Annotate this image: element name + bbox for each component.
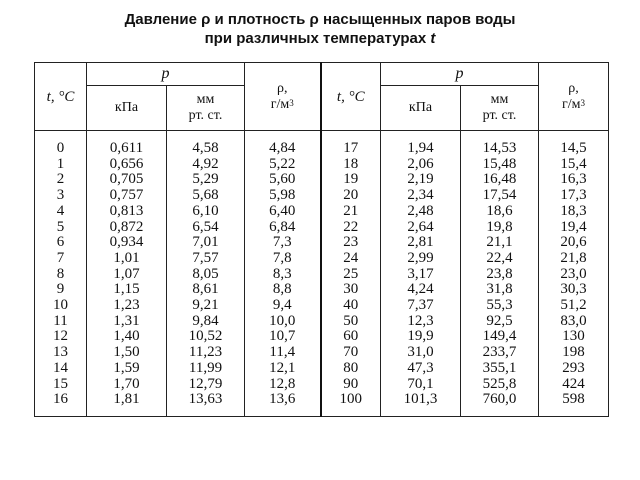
table-cell: 2,99 xyxy=(407,249,434,266)
table-cell: 1,07 xyxy=(113,265,140,282)
table-cell: 7,57 xyxy=(192,249,219,266)
table-cell: 12 xyxy=(53,328,68,345)
right-kpa-header: кПа xyxy=(381,86,461,131)
table-cell: 16,48 xyxy=(482,171,517,188)
table-cell: 25 xyxy=(343,265,359,282)
table-cell: 18,6 xyxy=(486,202,513,219)
table-cell: 233,7 xyxy=(482,344,517,361)
table-cell: 17 xyxy=(343,140,359,156)
table-cell: 3 xyxy=(56,187,65,204)
table-cell: 8 xyxy=(56,265,65,282)
table-cell: 13 xyxy=(53,344,68,361)
table-cell: 17,54 xyxy=(482,187,517,204)
table-cell: 1,59 xyxy=(113,359,140,376)
left-mmhg-column xyxy=(167,131,245,417)
table-body-row xyxy=(35,131,609,417)
table-cell: 1,31 xyxy=(113,312,140,329)
table-cell: 5,68 xyxy=(192,187,219,204)
title-line-1: Давление ρ и плотность ρ насыщенных паров воды xyxy=(124,11,516,28)
table-cell: 9,84 xyxy=(192,312,219,329)
table-cell: 5,60 xyxy=(269,171,296,188)
table-cell: 14 xyxy=(53,359,68,376)
left-temp-header: t, °C xyxy=(35,63,87,131)
table-cell: 23 xyxy=(343,234,359,251)
table-cell: 101,3 xyxy=(403,391,438,408)
table-cell: 0,872 xyxy=(109,218,144,235)
table-cell: 4,84 xyxy=(269,140,296,156)
table-cell: 0 xyxy=(56,140,65,156)
table-cell: 50 xyxy=(343,312,359,329)
table-cell: 4,24 xyxy=(407,281,434,298)
table-cell: 2 xyxy=(56,171,65,188)
table-cell: 5,29 xyxy=(192,171,219,188)
table-cell: 19,8 xyxy=(486,218,513,235)
table-cell: 9 xyxy=(56,281,65,298)
table-cell: 7 xyxy=(56,249,65,266)
table-cell: 1,81 xyxy=(113,391,140,408)
table-cell: 13,6 xyxy=(269,391,296,408)
table-cell: 22 xyxy=(343,218,359,235)
table-cell: 1,94 xyxy=(407,140,434,156)
table-cell: 5,98 xyxy=(269,187,296,204)
table-cell: 92,5 xyxy=(486,312,513,329)
vapor-pressure-table xyxy=(34,62,609,417)
table-cell: 18 xyxy=(343,155,359,172)
table-cell: 31,8 xyxy=(486,281,513,298)
table-cell: 21,1 xyxy=(486,234,513,251)
table-cell: 760,0 xyxy=(482,391,517,408)
table-cell: 7,37 xyxy=(407,297,434,314)
table-cell: 10,0 xyxy=(269,312,296,329)
table-cell: 4 xyxy=(56,202,65,219)
table-cell: 55,3 xyxy=(486,297,513,314)
table-cell: 7,8 xyxy=(272,249,292,266)
table-cell: 90 xyxy=(343,375,359,392)
table-cell: 9,21 xyxy=(192,297,219,314)
table-cell: 130 xyxy=(562,328,585,345)
table-cell: 18,3 xyxy=(560,202,587,219)
table-cell: 2,06 xyxy=(407,155,434,172)
table-cell: 2,48 xyxy=(407,202,434,219)
title-line-2 xyxy=(0,29,640,48)
table-cell: 6,10 xyxy=(192,202,219,219)
table-cell: 149,4 xyxy=(482,328,517,345)
table-cell: 11,23 xyxy=(188,344,223,361)
table-cell: 20 xyxy=(343,187,359,204)
table-cell: 23,8 xyxy=(486,265,513,282)
table-cell: 1,15 xyxy=(113,281,140,298)
left-mmhg-header: мм рт. ст. xyxy=(167,86,245,131)
table-cell: 10,7 xyxy=(269,328,296,345)
table-cell: 0,705 xyxy=(109,171,144,188)
table-cell: 3,17 xyxy=(407,265,434,282)
table-cell: 17,3 xyxy=(560,187,587,204)
table-cell: 424 xyxy=(562,375,585,392)
table-cell: 4,92 xyxy=(192,155,219,172)
table-cell: 23,0 xyxy=(560,265,587,282)
table-cell: 15 xyxy=(53,375,68,392)
table-cell: 6,54 xyxy=(192,218,219,235)
left-kpa-header: кПа xyxy=(87,86,167,131)
left-density-column xyxy=(245,131,321,417)
header-row-1 xyxy=(35,63,609,86)
table-cell: 20,6 xyxy=(560,234,587,251)
table-cell: 355,1 xyxy=(482,359,517,376)
table-cell: 30,3 xyxy=(560,281,587,298)
table-cell: 40 xyxy=(343,297,359,314)
left-density-header: ρ, $г/м^3$ xyxy=(245,63,321,131)
table-cell: 8,05 xyxy=(192,265,219,282)
table-cell: 2,34 xyxy=(407,187,434,204)
table-cell: 21,8 xyxy=(560,249,587,266)
table-cell: 15,4 xyxy=(560,155,587,172)
table-cell: 5,22 xyxy=(269,155,296,172)
table-cell: 1,23 xyxy=(113,297,140,314)
table-cell: 8,61 xyxy=(192,281,219,298)
table-cell: 14,53 xyxy=(482,140,517,156)
table-cell: 9,4 xyxy=(272,297,292,314)
table-cell: 7,3 xyxy=(272,234,292,251)
table-title xyxy=(0,10,640,48)
table-cell: 6,40 xyxy=(269,202,296,219)
table-cell: 0,656 xyxy=(109,155,144,172)
table-cell: 51,2 xyxy=(560,297,587,314)
table-cell: 21 xyxy=(343,202,359,219)
table-cell: 0,611 xyxy=(109,140,144,156)
right-temp-column xyxy=(321,131,381,417)
table-cell: 11,99 xyxy=(188,359,223,376)
table-cell: 1 xyxy=(56,155,65,172)
table-cell: 11 xyxy=(53,312,68,329)
table-cell: 1,50 xyxy=(113,344,140,361)
table-cell: 80 xyxy=(343,359,359,376)
right-density-column xyxy=(539,131,609,417)
table-cell: 12,79 xyxy=(188,375,223,392)
table-cell: 8,8 xyxy=(272,281,292,298)
right-kpa-column xyxy=(381,131,461,417)
table-cell: 4,58 xyxy=(192,140,219,156)
right-density-header: ρ, $г/м^3$ xyxy=(539,63,609,131)
table-cell: 19 xyxy=(343,171,359,188)
table-cell: 15,48 xyxy=(482,155,517,172)
table-cell: 12,1 xyxy=(269,359,296,376)
table-cell: 0,813 xyxy=(109,202,144,219)
right-temp-header: t, °C xyxy=(321,63,381,131)
table-cell: 24 xyxy=(343,249,359,266)
table-cell: 1,70 xyxy=(113,375,140,392)
table-cell: 6 xyxy=(56,234,65,251)
table-cell: 10 xyxy=(53,297,68,314)
table-cell: 11,4 xyxy=(269,344,296,361)
table-cell: 12,3 xyxy=(407,312,434,329)
table-cell: 19,4 xyxy=(560,218,587,235)
right-pressure-header: p xyxy=(381,63,539,86)
table-cell: 83,0 xyxy=(560,312,587,329)
table-cell: 525,8 xyxy=(482,375,517,392)
table-cell: 19,9 xyxy=(407,328,434,345)
table-cell: 5 xyxy=(56,218,65,235)
table-cell: 598 xyxy=(562,391,585,408)
left-temp-column xyxy=(35,131,87,417)
table-cell: 2,81 xyxy=(407,234,434,251)
title-line-2-text: при различных температурах xyxy=(204,30,427,47)
table-cell: 0,934 xyxy=(109,234,144,251)
table-cell: 8,3 xyxy=(272,265,292,282)
table-cell: 12,8 xyxy=(269,375,296,392)
table-cell: 70 xyxy=(343,344,359,361)
table-cell: 47,3 xyxy=(407,359,434,376)
table-cell: 22,4 xyxy=(486,249,513,266)
table-cell: 31,0 xyxy=(407,344,434,361)
table-cell: 60 xyxy=(343,328,359,345)
table-cell: 2,19 xyxy=(407,171,434,188)
table-cell: 70,1 xyxy=(407,375,434,392)
table-cell: 1,40 xyxy=(113,328,140,345)
title-line-2-variable: t xyxy=(430,30,436,47)
table-cell: 1,01 xyxy=(113,249,140,266)
right-mmhg-column xyxy=(461,131,539,417)
table-cell: 16 xyxy=(53,391,68,408)
table-cell: 198 xyxy=(562,344,585,361)
table-cell: 6,84 xyxy=(269,218,296,235)
table-cell: 7,01 xyxy=(192,234,219,251)
table-cell: 0,757 xyxy=(109,187,144,204)
table-cell: 13,63 xyxy=(188,391,223,408)
table-cell: 10,52 xyxy=(188,328,223,345)
table-cell: 14,5 xyxy=(560,140,587,156)
left-kpa-column xyxy=(87,131,167,417)
table-cell: 30 xyxy=(343,281,359,298)
table-cell: 100 xyxy=(339,391,362,408)
table-cell: 16,3 xyxy=(560,171,587,188)
table-cell: 293 xyxy=(562,359,585,376)
left-pressure-header: p xyxy=(87,63,245,86)
table-cell: 2,64 xyxy=(407,218,434,235)
right-mmhg-header: мм рт. ст. xyxy=(461,86,539,131)
